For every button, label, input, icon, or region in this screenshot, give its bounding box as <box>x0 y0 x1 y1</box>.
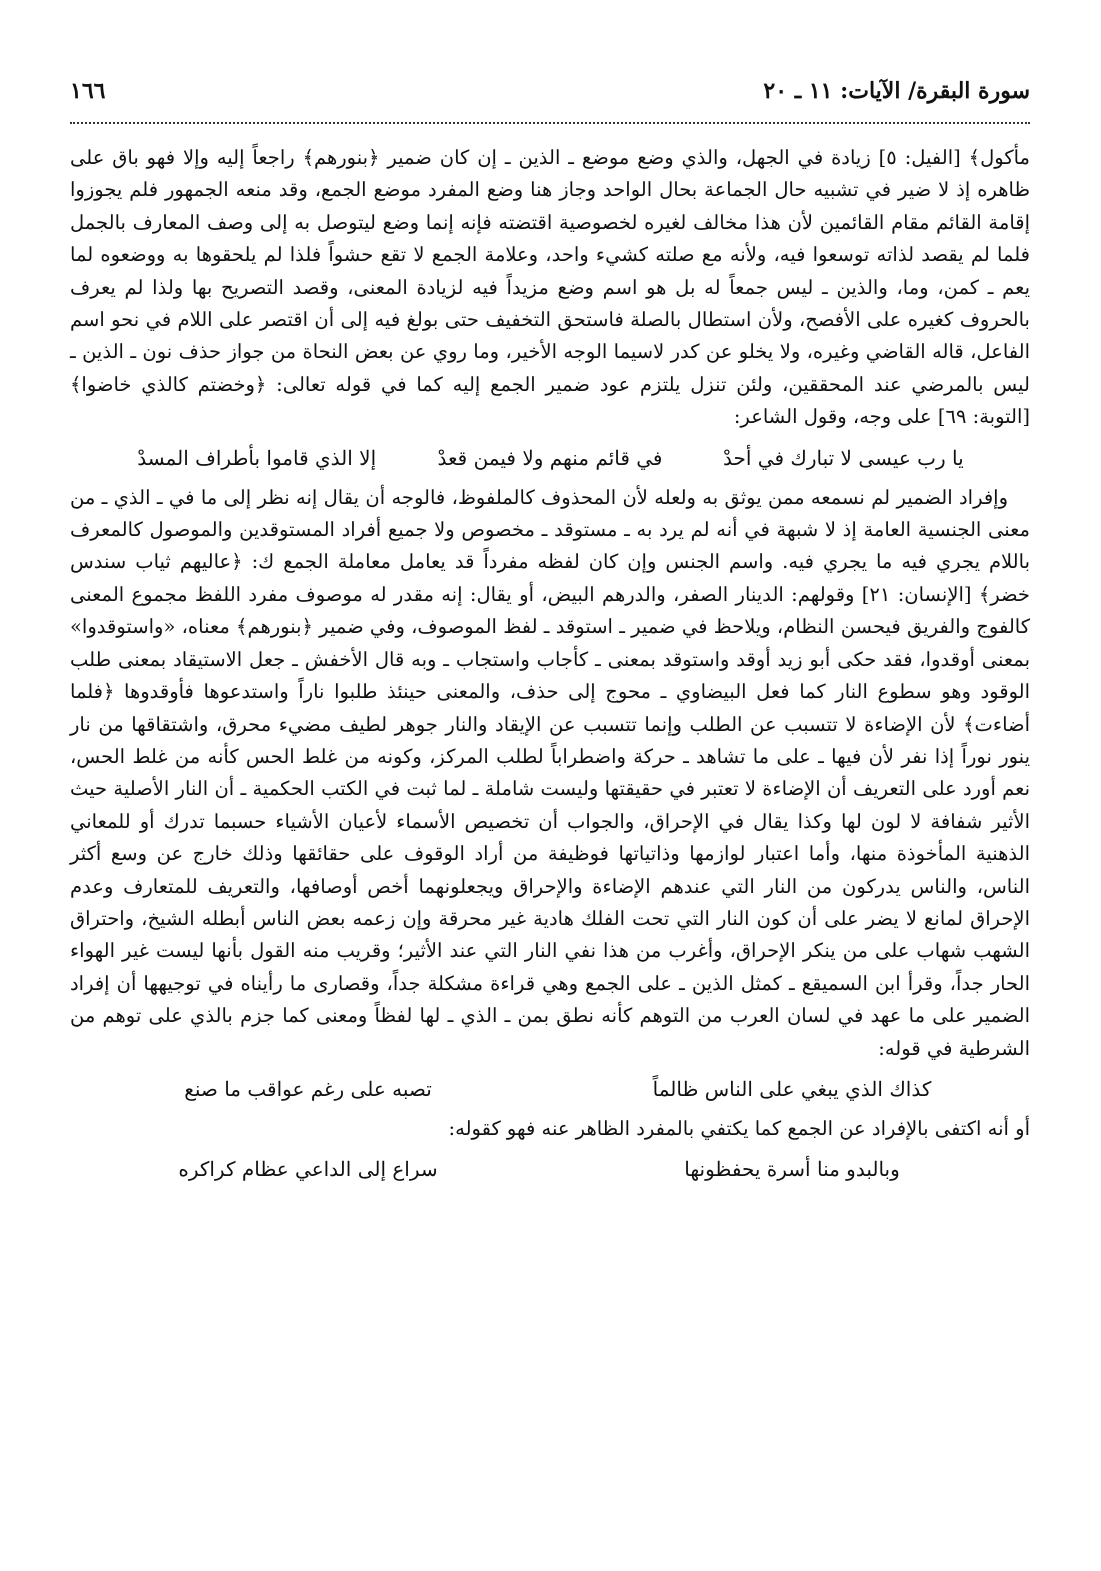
paragraph-3: أو أنه اكتفى بالإفراد عن الجمع كما يكتفي بالمفرد الظاهر عنه فهو كقوله: <box>448 1116 1030 1140</box>
page <box>70 78 1030 1193</box>
paragraph-1: مأكول﴾ [الفيل: ٥] زيادة في الجهل، والذي وضع موضع ـ الذين ـ إن كان ضمير ﴿بنورهم﴾ راجعاً إليه وإلا فهو باق على ظاهره إذ لا ضير في تشبيه حال الجماعة بحال الواحد وجاز هنا وضع المفرد موضع الجمع، وقد منعه الجمهور فلم يجوزوا إقامة القائم مقام القائمين لأن هذا مخالف لغيره لخصوصية اقتضته فإنه إنما وضع ليتوصل به إلى وصف المعارف بالجمل فلما لم يقصد لذاته توسعوا فيه، ولأنه مع صلته كشيء واحد، وعلامة الجمع لا تقع حشواً فلذا لم يلحقوها به ووضعوه لما يعم ـ كمن، وما، والذين ـ ليس جمعاً له بل هو اسم وضع مزيداً فيه لزيادة المعنى، وقصد التصريح بها ولذا لم يعرف بالحروف كغيره على الأفصح، ولأن استطال بالصلة فاستحق التخفيف حتى بولغ فيه إلى أن اقتصر على اللام في نحو اسم الفاعل، قاله القاضي وغيره، ولا يخلو عن كدر لاسيما الوجه الأخير، وما روي عن بعض النحاة من جواز حذف نون ـ الذين ـ ليس بالمرضي عند المحققين، ولئن تنزل يلتزم عود ضمير الجمع إليه كما في قوله تعالى: ﴿وخضتم كالذي خاضوا﴾ [التوبة: ٦٩] على وجه، وقول الشاعر: <box>70 146 1030 429</box>
hemistich: إلا الذي قاموا بأطراف المسدْ <box>137 445 377 470</box>
hemistich: وبالبدو منا أسرة يحفظونها <box>684 1157 900 1182</box>
page-header <box>70 78 1030 124</box>
hemistich: كذاك الذي يبغي على الناس ظالماً <box>652 1076 932 1101</box>
page-number: ١٦٦ <box>70 78 106 104</box>
paragraph-2: وإفراد الضمير لم نسمعه ممن يوثق به ولعله لأن المحذوف كالملفوظ، فالوجه أن يقال إنه نظر إلى ما في ـ الذي ـ من معنى الجنسية العامة إذ لا شبهة في أنه لم يرد به ـ مستوقد ـ مخصوص ولا جميع أفراد المستوقدين والموصول كالمعرف باللام يجري فيه ما يجري فيه. واسم الجنس وإن كان لفظه مفرداً قد يعامل معاملة الجمع ك: ﴿عاليهم ثياب سندس خضر﴾ [الإنسان: ٢١] وقولهم: الدينار الصفر، والدرهم البيض، أو يقال: إنه مقدر له موصوف مفرد اللفظ مجموع المعنى كالفوج والفريق فيحسن النظام، ويلاحظ في ضمير ـ استوقد ـ لفظ الموصوف، وفي ضمير ﴿بنورهم﴾ معناه، «واستوقدوا» بمعنى أوقدوا، فقد حكى أبو زيد أوقد واستوقد بمعنى ـ كأجاب واستجاب ـ وبه قال الأخفش ـ جعل الاستيقاد بمعنى طلب الوقود وهو سطوع النار كما فعل البيضاوي ـ محوج إلى حذف، والمعنى حينئذ طلبوا ناراً واستدعوها فأوقدوها ﴿فلما أضاءت﴾ لأن الإضاءة لا تتسبب عن الطلب وإنما تتسبب عن الإيقاد والنار جوهر لطيف مضيء محرق، واشتقاقها من نار ينور نوراً إذا نفر لأن فيها ـ على ما تشاهد ـ حركة واضطراباً لطلب المركز، وكونه من غلط الحس كأنه من غلط الحس، نعم أورد على التعريف أن الإضاءة لا تعتبر في حقيقتها وليست شاملة ـ لما ثبت في الكتب الحكمية ـ أن النار الأصلية حيث الأثير شفافة لا لون لها وكذا يقال في الإحراق، والجواب أن تخصيص الأسماء لأعيان الأشياء حسبما تدرك أو للمعاني الذهنية المأخوذة منها، وأما اعتبار لوازمها وذاتياتها فوظيفة من أراد الوقوف على حقائقها وذلك خارج عن وسع أكثر الناس، والناس يدركون من النار التي عندهم الإضاءة والإحراق ويجعلونهما أخص أوصافها، والتعريف للمتعارف وعدم الإحراق لمانع لا يضر على أن كون النار التي تحت الفلك هادية غير محرقة وإن زعمه بعض الناس أبطله الشيخ، واحتراق الشهب شهاب على من ينكر الإحراق، وأغرب من هذا نفي النار التي عند الأثير؛ وقريب منه القول بأنها ليست غير الهواء الحار جداً، وقرأ ابن السميقع ـ كمثل الذين ـ على الجمع وهي قراءة مشكلة جداً، وقصارى ما رأيناه في توجيهها أن إفراد الضمير على ما عهد في لسان العرب من التوهم كأنه نطق بمن ـ الذي ـ لها لفظاً ومعنى كما جزم بالذي على توهم من الشرطية في قوله: <box>70 485 1030 1060</box>
hemistich: يا رب عيسى لا تبارك في أحدْ <box>723 445 964 470</box>
verse-1 <box>70 434 1030 482</box>
hemistich: سراع إلى الداعي عظام كراكره <box>178 1157 438 1182</box>
verse-2 <box>70 1065 1030 1113</box>
running-title: سورة البقرة/ الآيات: ١١ ـ ٢٠ <box>763 78 1030 104</box>
hemistich: في قائم منهم ولا فيمن قعدْ <box>437 445 663 470</box>
verse-3 <box>70 1145 1030 1193</box>
hemistich: تصبه على رغم عواقب ما صنع <box>184 1076 432 1101</box>
